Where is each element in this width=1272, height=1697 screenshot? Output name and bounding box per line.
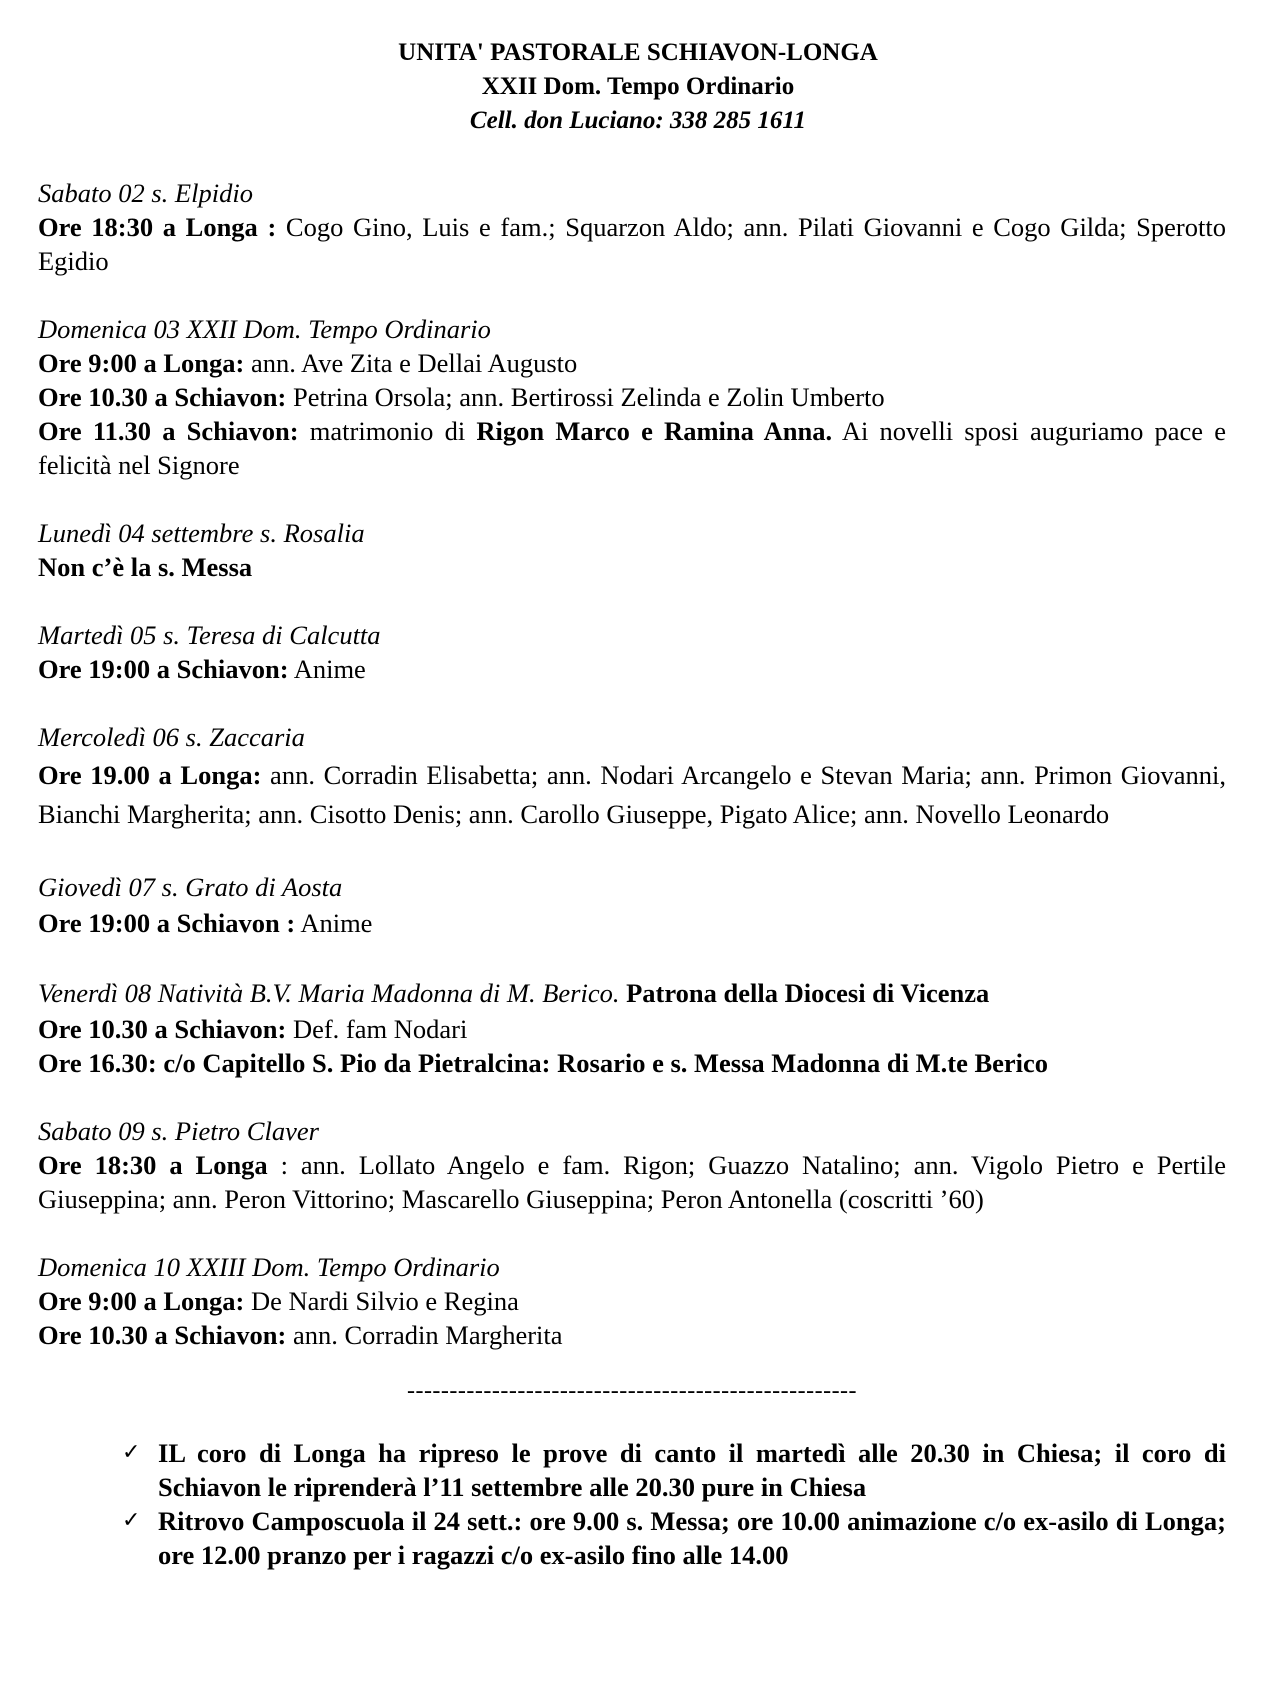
mass-time-place: Ore 18:30 a Longa [38,1150,268,1180]
wedding-wishes: Ai novelli sposi auguriamo pace e felicità nel Signore [38,416,1227,480]
mass-intentions: ann. Corradin Elisabetta; ann. Nodari Arcangelo e Stevan Maria; ann. Primon Giovanni, Bianchi Margherita; ann. Cisotto Denis; ann. Carollo Giuseppe, Pigato Alice; ann. Novello Leonardo [38,760,1226,829]
mass-intentions: ann. Corradin Margherita [286,1320,563,1350]
mass-intentions: Petrina Orsola; ann. Bertirossi Zelinda e Zolin Umberto [286,382,885,412]
mass-intentions: Anime [288,654,366,684]
mass-time-place: Ore 19:00 a Schiavon: [38,654,289,684]
schedule [38,176,1226,1572]
notice-text: Ritrovo Camposcuola il 24 sett.: ore 9.00 s. Messa; ore 10.00 animazione c/o ex-asilo di Longa; ore 12.00 pranzo per i ragazzi c/o ex-asilo fino alle 14.00 [158,1506,1226,1570]
no-mass-notice: Non c’è la s. Messa [38,552,253,582]
rosary-line: Ore 16.30: c/o Capitello S. Pio da Pietralcina: Rosario e s. Messa Madonna di M.te Berico [38,1048,1049,1078]
divider-line: ----------------------------------------------------- [406,1378,858,1404]
checkmark-icon: ✓ [122,1440,141,1465]
day-heading-line [38,976,1226,1010]
patroness-note: Patrona della Diocesi di Vicenza [619,978,990,1008]
contact-phone: Cell. don Luciano: 338 285 1611 [469,107,807,134]
entry-domenica-03 [38,312,1226,482]
mass-intentions: ann. Ave Zita e Dellai Augusto [244,348,578,378]
mass-time-place: Ore 9:00 a Longa: [38,1286,245,1316]
mass-intentions: : ann. Lollato Angelo e fam. Rigon; Guazzo Natalino; ann. Vigolo Pietro e Pertile Giuseppina; ann. Peron Vittorino; Mascarello Giuseppina; Peron Antonella (coscritti ’60) [38,1150,1226,1214]
mass-intentions: Cogo Gino, Luis e fam.; Squarzon Aldo; ann. Pilati Giovanni e Cogo Gilda; Sperotto Egidio [38,212,1226,276]
notice-item-camposcuola [122,1504,1226,1572]
header [50,36,1226,138]
notices-list [38,1436,1226,1572]
checkmark-icon: ✓ [122,1508,141,1533]
notice-text: IL coro di Longa ha ripreso le prove di canto il martedì alle 20.30 in Chiesa; il coro di Schiavon le riprenderà l’11 settembre alle 20.30 pure in Chiesa [158,1438,1226,1502]
entry-giovedi-07 [38,870,1226,940]
mass-line [38,380,1226,414]
entry-martedi-05 [38,618,1226,686]
mass-intentions: matrimonio di [298,416,477,446]
day-heading: Martedì 05 s. Teresa di Calcutta [38,620,381,650]
entry-lunedi-04 [38,516,1226,584]
mass-intentions: De Nardi Silvio e Regina [244,1286,519,1316]
mass-line [38,1148,1226,1216]
day-heading: Lunedì 04 settembre s. Rosalia [38,518,365,548]
entry-sabato-09 [38,1114,1226,1216]
mass-line [38,756,1226,834]
mass-line [38,1284,1226,1318]
mass-line [38,1318,1226,1352]
entry-mercoledi-06 [38,720,1226,834]
mass-time-place: Ore 9:00 a Longa: [38,348,245,378]
mass-line [38,210,1226,278]
day-heading: Giovedì 07 s. Grato di Aosta [38,872,343,902]
mass-line [38,906,1226,940]
day-heading: Domenica 03 XXII Dom. Tempo Ordinario [38,314,491,344]
mass-time-place: Ore 19.00 a Longa: [38,760,262,790]
entry-venerdi-08 [38,976,1226,1080]
mass-time-place: Ore 19:00 a Schiavon : [38,908,296,938]
wedding-couple: Rigon Marco e Ramina Anna. [476,416,833,446]
parish-title: UNITA' PASTORALE SCHIAVON-LONGA [398,39,878,66]
mass-intentions: Anime [295,908,373,938]
mass-line [38,652,1226,686]
entry-domenica-10 [38,1250,1226,1352]
mass-time-place: Ore 10.30 a Schiavon: [38,382,287,412]
day-heading: Venerdì 08 Natività B.V. Maria Madonna di M. Berico. [38,978,620,1008]
sunday-title: XXII Dom. Tempo Ordinario [481,73,795,100]
mass-time-place: Ore 10.30 a Schiavon: [38,1320,287,1350]
mass-time-place: Ore 10.30 a Schiavon: [38,1014,287,1044]
day-heading: Mercoledì 06 s. Zaccaria [38,722,305,752]
day-heading: Domenica 10 XXIII Dom. Tempo Ordinario [38,1252,500,1282]
mass-intentions: Def. fam Nodari [286,1014,468,1044]
day-heading: Sabato 09 s. Pietro Claver [38,1116,319,1146]
mass-line [38,1012,1226,1046]
mass-time-place: Ore 18:30 a Longa : [38,212,277,242]
entry-sabato-02 [38,176,1226,278]
day-heading: Sabato 02 s. Elpidio [38,178,253,208]
mass-line [38,414,1226,482]
notice-item-choir [122,1436,1226,1504]
mass-time-place: Ore 11.30 a Schiavon: [38,416,299,446]
mass-line [38,346,1226,380]
